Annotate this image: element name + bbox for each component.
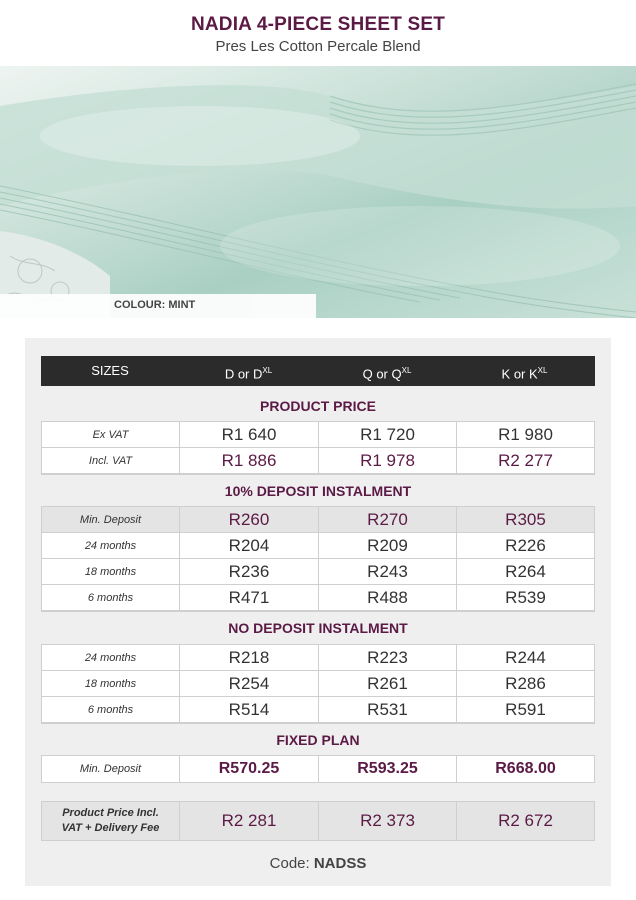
table-row (42, 422, 594, 448)
price-k: R226 (505, 535, 546, 555)
price-q: R531 (367, 699, 408, 719)
price-d: R254 (228, 673, 270, 693)
code-prefix: Code: (269, 855, 310, 872)
product-photo (0, 66, 636, 318)
price-q: R270 (367, 509, 408, 529)
price-k: R286 (505, 673, 546, 693)
delivery-label: Product Price Incl. VAT + Delivery Fee (61, 807, 160, 834)
delivery-table (41, 801, 595, 841)
row-label: 24 months (84, 539, 137, 552)
price-d: R471 (228, 587, 270, 607)
price-d: R260 (228, 509, 270, 529)
price-d: R1 640 (221, 424, 277, 444)
colour-tag (0, 294, 316, 318)
row-label: 6 months (87, 703, 134, 716)
size-k-header: K or $K^{XL}$ (501, 366, 548, 382)
no-deposit-instalment-table (41, 644, 595, 724)
row-label: 18 months (84, 677, 137, 690)
no-deposit-instalment-heading: NO DEPOSIT INSTALMENT (228, 620, 408, 636)
price-q: R223 (367, 647, 408, 667)
price-q: R243 (367, 561, 408, 581)
delivery-price-k: R2 672 (498, 811, 553, 830)
delivery-price-d: R2 281 (221, 811, 277, 830)
row-label: Min. Deposit (79, 763, 142, 775)
price-q: R1 720 (360, 424, 415, 444)
price-k: R244 (505, 647, 546, 667)
price-k: R2 277 (498, 450, 553, 470)
table-row (42, 507, 594, 533)
table-row (42, 756, 594, 782)
price-q: R593.25 (357, 760, 418, 777)
price-d: R204 (228, 535, 270, 555)
table-row (42, 697, 594, 723)
page-header (0, 0, 636, 66)
price-k: R668.00 (495, 760, 556, 777)
price-k: R539 (505, 587, 546, 607)
size-q-header: Q or $Q^{XL}$ (362, 366, 412, 382)
colour-label: COLOUR: MINT (114, 299, 196, 311)
size-d-header: D or $D^{XL}$ (224, 366, 273, 382)
product-subtitle: Pres Les Cotton Percale Blend (215, 38, 421, 55)
price-k: R1 980 (498, 424, 553, 444)
price-q: R488 (367, 587, 408, 607)
product-code (25, 855, 611, 872)
deposit-instalment-table (41, 506, 595, 612)
price-k: R305 (505, 509, 546, 529)
price-d: R218 (228, 647, 270, 667)
table-row (42, 448, 594, 474)
table-row (42, 645, 594, 671)
table-row (42, 802, 594, 840)
sheet-illustration (0, 66, 636, 318)
row-label: Incl. VAT (88, 454, 133, 467)
product-price-table (41, 421, 595, 475)
code-value: NADSS (313, 855, 367, 872)
price-q: R1 978 (360, 450, 415, 470)
sizes-header: SIZES (91, 363, 129, 378)
delivery-price-q: R2 373 (360, 811, 415, 830)
table-row (42, 559, 594, 585)
fixed-plan-table (41, 755, 595, 783)
price-q: R209 (367, 535, 408, 555)
price-k: R591 (505, 699, 546, 719)
size-header-row (41, 356, 595, 386)
price-q: R261 (367, 673, 408, 693)
price-d: R570.25 (218, 760, 280, 777)
price-d: R514 (228, 699, 270, 719)
fixed-plan-heading: FIXED PLAN (276, 732, 360, 748)
row-label: 24 months (84, 651, 137, 664)
deposit-instalment-heading: 10% DEPOSIT INSTALMENT (224, 483, 412, 499)
product-title: NADIA 4-PIECE SHEET SET (190, 14, 446, 35)
product-price-heading: PRODUCT PRICE (260, 398, 376, 414)
row-label: Ex VAT (92, 428, 129, 441)
row-label: 18 months (84, 565, 137, 578)
table-row (42, 533, 594, 559)
price-d: R236 (228, 561, 270, 581)
row-label: 6 months (87, 591, 134, 604)
price-k: R264 (505, 561, 546, 581)
row-label: Min. Deposit (79, 513, 142, 526)
price-d: R1 886 (221, 450, 277, 470)
table-row (42, 671, 594, 697)
table-row (42, 585, 594, 611)
